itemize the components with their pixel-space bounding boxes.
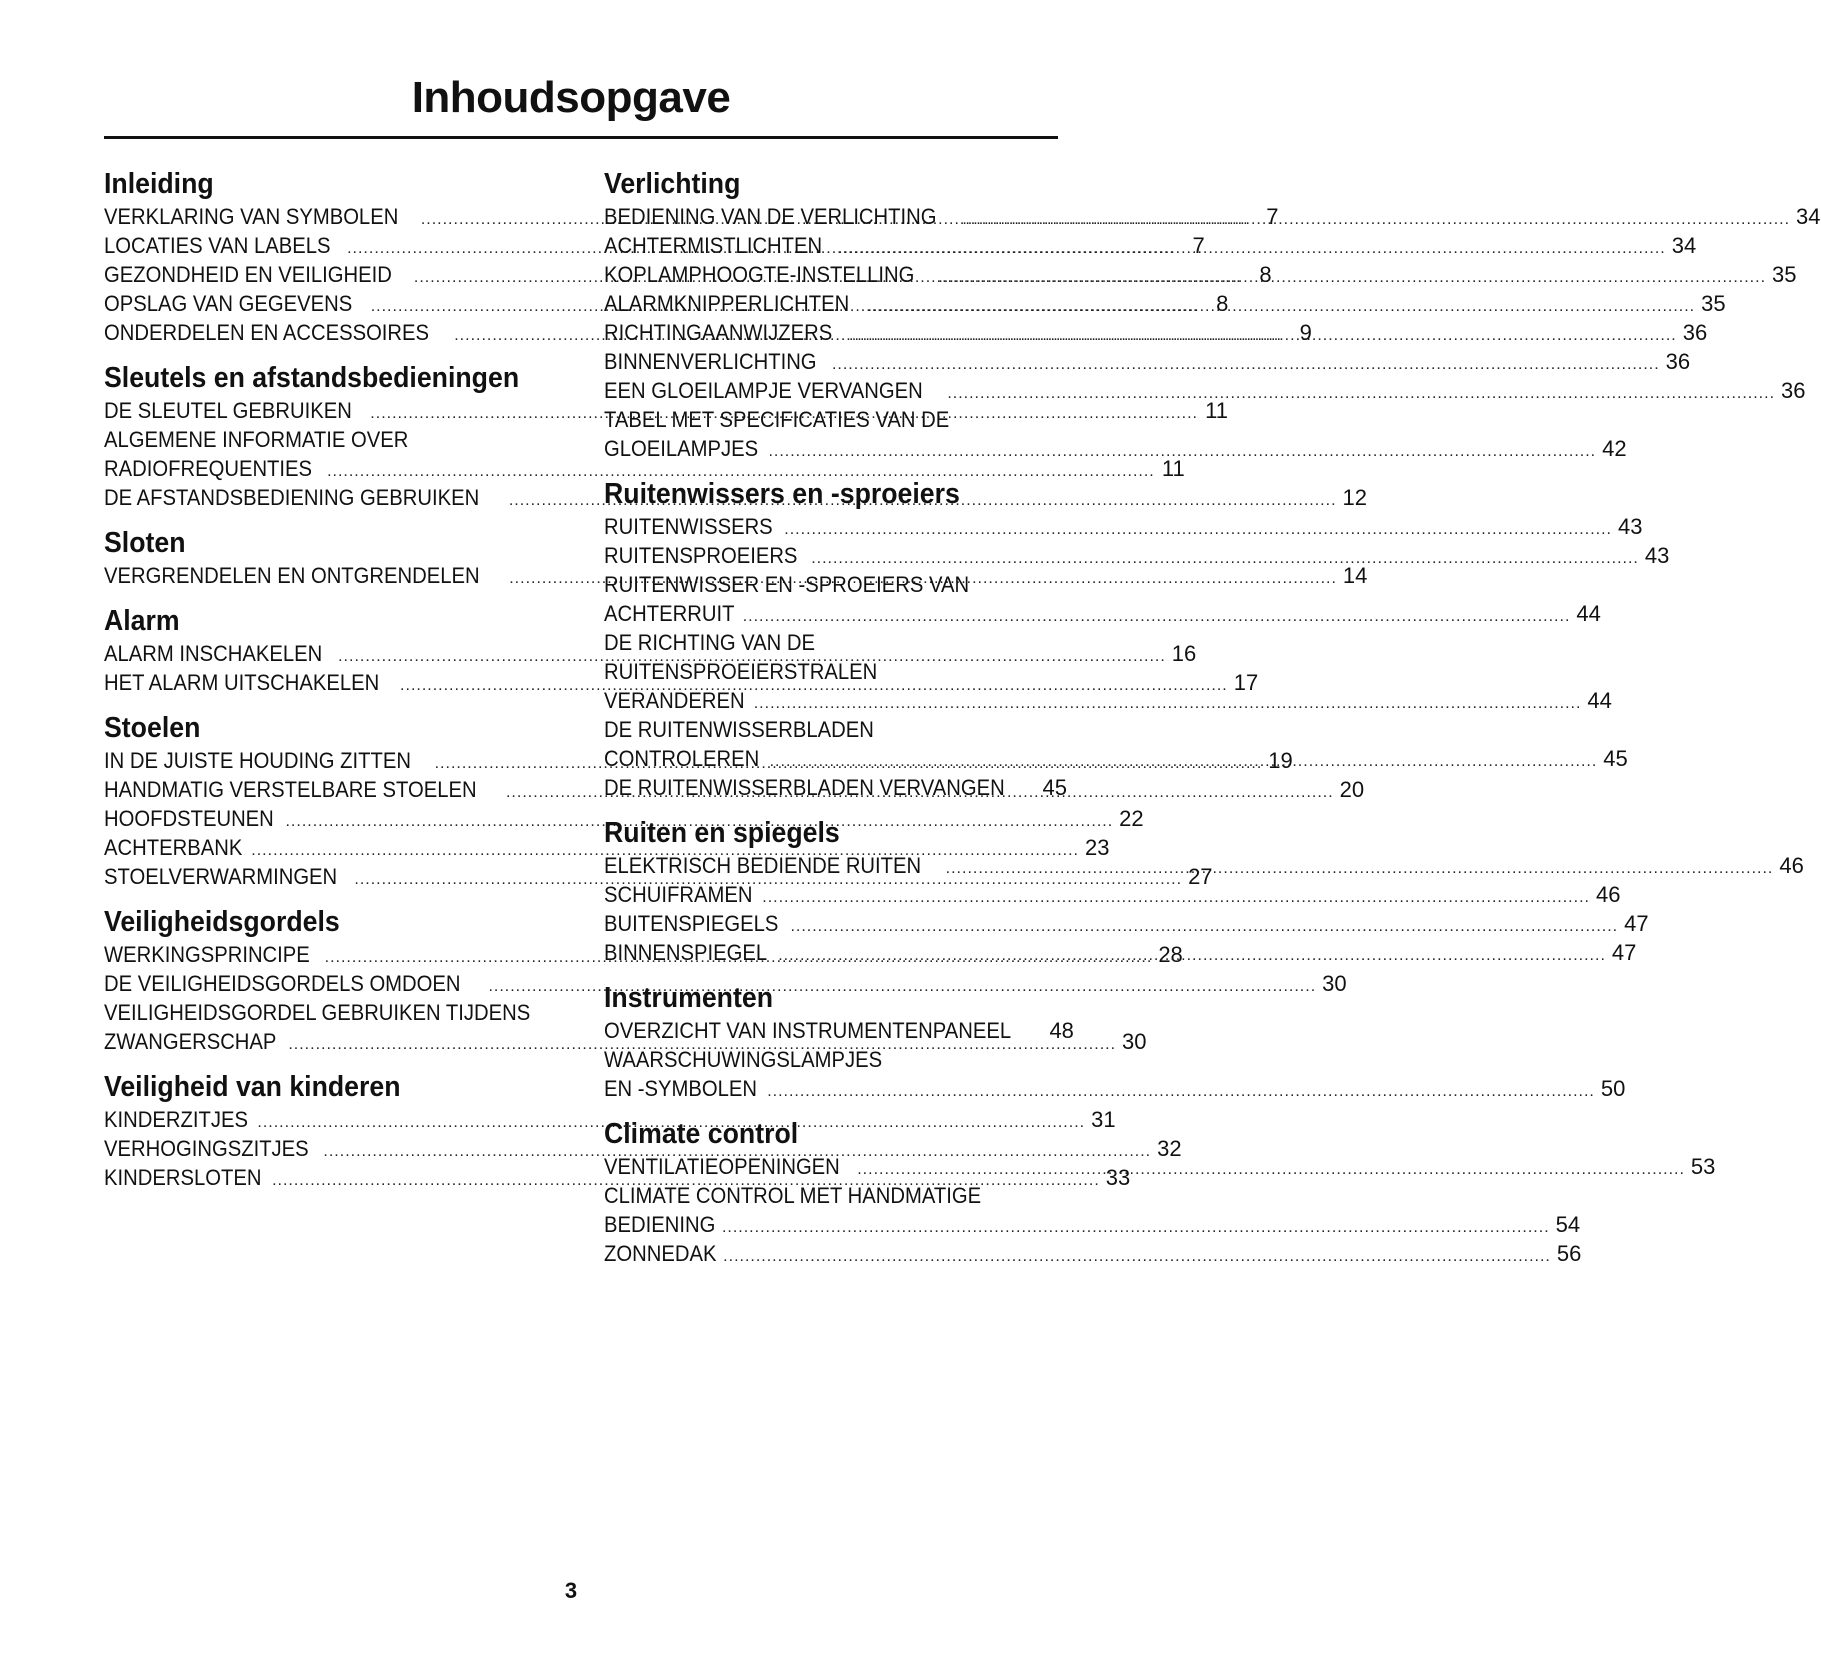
toc-entry-title: KINDERSLOTEN (104, 1165, 262, 1190)
toc-entry-line (604, 260, 1797, 289)
toc-page-number: 7 (1266, 204, 1279, 229)
toc-entry-title: DE RUITENWISSERBLADEN (604, 717, 874, 742)
toc-entry-title: EEN GLOEILAMPJE VERVANGEN (604, 378, 923, 403)
dot-leader (784, 515, 1612, 544)
toc-entry-line (604, 1074, 1626, 1103)
page-number: 3 (564, 1578, 578, 1603)
toc-page-number: 46 (1595, 882, 1621, 907)
dot-leader (946, 854, 1774, 883)
toc-entry-title: STOELVERWARMINGEN (104, 864, 338, 889)
toc-entry-title: RUITENSPROEIERSTRALEN (604, 659, 878, 684)
section-heading: Climate control (604, 1118, 799, 1150)
toc-page-number: 45 (1603, 746, 1628, 771)
toc-page-number: 33 (1105, 1165, 1131, 1190)
dot-leader (838, 234, 1666, 263)
toc-entry-title: OVERZICHT VAN INSTRUMENTENPANEEL (604, 1018, 1012, 1043)
dot-leader (722, 1213, 1550, 1242)
toc-entry-title: OPSLAG VAN GEGEVENS (104, 291, 353, 316)
toc-entry-title: VEILIGHEIDSGORDEL GEBRUIKEN TIJDENS (104, 1000, 531, 1025)
dot-leader (778, 941, 1606, 970)
dot-leader (849, 321, 1677, 350)
toc-entry-title: ALARMKNIPPERLICHTEN (604, 291, 850, 316)
dot-leader (811, 544, 1639, 573)
section-heading: Verlichting (604, 168, 741, 200)
toc-entry-title: VERGRENDELEN EN ONTGRENDELEN (104, 563, 480, 588)
toc-entry-title: ACHTERMISTLICHTEN (604, 233, 823, 258)
toc-page-number: 44 (1587, 688, 1612, 713)
dot-leader (857, 1155, 1685, 1184)
toc-entry-line (604, 909, 1649, 938)
toc-entry-line (604, 405, 1058, 434)
toc-entry-title: SCHUIFRAMEN (604, 882, 753, 907)
toc-entry-line (604, 686, 1612, 715)
section-heading: Inleiding (104, 168, 214, 200)
toc-page-number: 36 (1682, 320, 1708, 345)
toc-entry-line (604, 628, 1058, 657)
toc-page-number: 45 (1042, 775, 1068, 800)
dot-leader (947, 379, 1775, 408)
toc-page-number: 19 (1268, 748, 1293, 773)
toc-entry-title: GEZONDHEID EN VEILIGHEID (104, 262, 392, 287)
toc-page-number: 30 (1122, 1029, 1147, 1054)
toc-entry-title: DE RICHTING VAN DE (604, 630, 816, 655)
dot-leader (770, 747, 1598, 776)
toc-entry-line (604, 599, 1601, 628)
toc-page-number: 14 (1342, 563, 1368, 588)
toc-entry-line (604, 570, 1058, 599)
section-heading: Veiligheid van kinderen (104, 1071, 401, 1103)
toc-entry-title: DE AFSTANDSBEDIENING GEBRUIKEN (104, 485, 480, 510)
toc-page-number: 42 (1602, 436, 1627, 461)
toc-entry[interactable] (604, 260, 1797, 289)
toc-entry-title: ALARM INSCHAKELEN (104, 641, 323, 666)
toc-entry[interactable] (604, 347, 1691, 376)
toc-entry-title: HET ALARM UITSCHAKELEN (104, 670, 380, 695)
toc-page-number: 44 (1576, 601, 1601, 626)
toc-entry-title: IN DE JUISTE HOUDING ZITTEN (104, 748, 411, 773)
toc-page-number: 8 (1259, 262, 1272, 287)
toc-entry-title: RUITENWISSER EN -SPROEIERS VAN (604, 572, 970, 597)
section-heading: Alarm (104, 605, 180, 637)
toc-entry-title: ZONNEDAK (604, 1241, 717, 1266)
toc-entry-title: RUITENSPROEIERS (604, 543, 798, 568)
dot-leader (790, 912, 1618, 941)
toc-entry-line (604, 512, 1643, 541)
toc-entry[interactable] (604, 1239, 1582, 1268)
dot-leader (723, 1242, 1551, 1271)
toc-entry-title: DE RUITENWISSERBLADEN VERVANGEN (604, 775, 1005, 800)
toc-entry-title: ONDERDELEN EN ACCESSOIRES (104, 320, 430, 345)
toc-page-number: 22 (1119, 806, 1144, 831)
dot-leader (767, 1077, 1595, 1106)
toc-entry-title: GLOEILAMPJES (604, 436, 759, 461)
toc-entry-line (604, 657, 1058, 686)
toc-entry-line (604, 376, 1806, 405)
toc-entry-title: LOCATIES VAN LABELS (104, 233, 331, 258)
toc-entry-title: BUITENSPIEGELS (604, 911, 779, 936)
toc-page-number: 43 (1644, 543, 1670, 568)
toc-page-number: 27 (1188, 864, 1213, 889)
toc-entry-line (604, 202, 1821, 231)
toc-entry-title: RADIOFREQUENTIES (104, 456, 313, 481)
toc-entry[interactable] (604, 909, 1649, 938)
toc-entry-title: DE SLEUTEL GEBRUIKEN (104, 398, 352, 423)
toc-page-number: 50 (1600, 1076, 1626, 1101)
toc-page-number: 30 (1322, 971, 1347, 996)
toc-entry-line (604, 773, 1068, 802)
toc-entry-line (104, 454, 1185, 483)
toc-entry-title: ZWANGERSCHAP (104, 1029, 277, 1054)
toc-page-number: 47 (1611, 940, 1637, 965)
toc-page-number: 56 (1556, 1241, 1582, 1266)
toc-entry-line (604, 434, 1627, 463)
toc-entry[interactable] (604, 318, 1708, 347)
toc-entry-title: KOPLAMPHOOGTE-INSTELLING (604, 262, 915, 287)
toc-entry-line (604, 715, 1058, 744)
toc-entry-title: WERKINGSPRINCIPE (104, 942, 310, 967)
toc-entry[interactable] (604, 1045, 1626, 1103)
toc-entry-title: ACHTERRUIT (604, 601, 735, 626)
toc-page-number: 11 (1205, 398, 1228, 423)
toc-entry-line (604, 1239, 1582, 1268)
toc-entry-title: ELEKTRISCH BEDIENDE RUITEN (604, 853, 922, 878)
toc-entry-title: ALGEMENE INFORMATIE OVER (104, 427, 409, 452)
page-title: Inhoudsopgave (411, 73, 731, 122)
toc-page-number: 8 (1216, 291, 1229, 316)
toc-entry[interactable] (604, 202, 1821, 231)
toc-entry-line (104, 425, 558, 454)
toc-entry-line (604, 231, 1697, 260)
toc-entry-title: BINNENSPIEGEL (604, 940, 768, 965)
toc-entry[interactable] (604, 1181, 1581, 1239)
toc-entry-line (604, 1181, 1058, 1210)
section-heading: Stoelen (104, 712, 201, 744)
toc-entry-title: VENTILATIEOPENINGEN (604, 1154, 840, 1179)
toc-entry-title: ACHTERBANK (104, 835, 243, 860)
toc-entry-line (604, 541, 1670, 570)
toc-entry-line (604, 318, 1708, 347)
toc-page-number: 31 (1091, 1107, 1116, 1132)
dot-leader (962, 205, 1790, 234)
toc-entry-title: BEDIENING (604, 1212, 716, 1237)
toc-page-number: 34 (1796, 204, 1821, 229)
toc-entry-title: HANDMATIG VERSTELBARE STOELEN (104, 777, 477, 802)
toc-entry-title: HOOFDSTEUNEN (104, 806, 274, 831)
toc-page-number: 12 (1342, 485, 1367, 510)
section-heading: Veiligheidsgordels (104, 906, 340, 938)
section-heading: Sleutels en afstandsbedieningen (104, 362, 520, 394)
toc-page-number: 46 (1779, 853, 1804, 878)
toc-entry-title: KINDERZITJES (104, 1107, 248, 1132)
toc-entry-title: WAARSCHUWINGSLAMPJES (604, 1047, 883, 1072)
toc-entry[interactable] (604, 376, 1806, 405)
toc-entry-line (604, 347, 1691, 376)
toc-entry-title: VERANDEREN (604, 688, 745, 713)
toc-entry-title: VERHOGINGSZITJES (104, 1136, 309, 1161)
toc-entry-title: TABEL MET SPECIFICATIES VAN DE (604, 407, 950, 432)
toc-page-number: 28 (1158, 942, 1183, 967)
toc-entry[interactable] (604, 231, 1697, 260)
dot-leader (754, 689, 1582, 718)
toc-page-number: 34 (1671, 233, 1697, 258)
dot-leader (832, 350, 1660, 379)
section-heading: Ruitenwissers en -sproeiers (604, 478, 960, 510)
toc-entry-title: DE VEILIGHEIDSGORDELS OMDOEN (104, 971, 461, 996)
toc-page-number: 20 (1339, 777, 1365, 802)
dot-leader (938, 263, 1766, 292)
toc-entry[interactable] (604, 289, 1726, 318)
toc-entry[interactable] (604, 880, 1621, 909)
toc-entry[interactable] (604, 773, 1068, 802)
toc-entry-title: BINNENVERLICHTING (604, 349, 817, 374)
toc-page-number: 54 (1555, 1212, 1581, 1237)
toc-entry-title: EN -SYMBOLEN (604, 1076, 757, 1101)
toc-page-number: 16 (1171, 641, 1197, 666)
toc-page-number: 32 (1157, 1136, 1182, 1161)
toc-page-number: 17 (1233, 670, 1259, 695)
toc-page-number: 35 (1701, 291, 1726, 316)
toc-entry-line (104, 998, 558, 1027)
dot-leader (743, 602, 1571, 631)
toc-entry[interactable] (604, 1016, 1074, 1045)
title-divider (104, 136, 1058, 139)
dot-leader (867, 292, 1695, 321)
toc-page-number: 36 (1781, 378, 1806, 403)
toc-entry-title: CONTROLEREN (604, 746, 760, 771)
toc-entry-line (604, 1045, 1058, 1074)
toc-page-number: 53 (1690, 1154, 1716, 1179)
section-heading: Ruiten en spiegels (604, 817, 840, 849)
toc-page-number: 23 (1084, 835, 1110, 860)
toc-page-number: 48 (1049, 1018, 1074, 1043)
toc-entry-title: CLIMATE CONTROL MET HANDMATIGE (604, 1183, 982, 1208)
toc-entry-line (604, 1210, 1581, 1239)
toc-entry-line (604, 289, 1726, 318)
toc-page-number: 9 (1299, 320, 1312, 345)
toc-page-number: 7 (1192, 233, 1205, 258)
toc-page-number: 36 (1665, 349, 1691, 374)
toc-entry-line (604, 1016, 1074, 1045)
dot-leader (762, 883, 1590, 912)
toc-entry-title: RUITENWISSERS (604, 514, 773, 539)
toc-entry[interactable] (604, 512, 1643, 541)
toc-entry[interactable] (604, 541, 1670, 570)
toc-page-number: 47 (1624, 911, 1649, 936)
toc-page-number: 11 (1161, 456, 1185, 481)
toc-entry-line (604, 880, 1621, 909)
toc-entry-title: BEDIENING VAN DE VERLICHTING (604, 204, 937, 229)
section-heading: Instrumenten (604, 982, 773, 1014)
dot-leader (768, 437, 1596, 466)
toc-page-number: 35 (1772, 262, 1797, 287)
toc-entry-title: VERKLARING VAN SYMBOLEN (104, 204, 399, 229)
toc-page-number: 43 (1617, 514, 1643, 539)
section-heading: Sloten (104, 527, 186, 559)
toc-entry-title: RICHTINGAANWIJZERS (604, 320, 833, 345)
